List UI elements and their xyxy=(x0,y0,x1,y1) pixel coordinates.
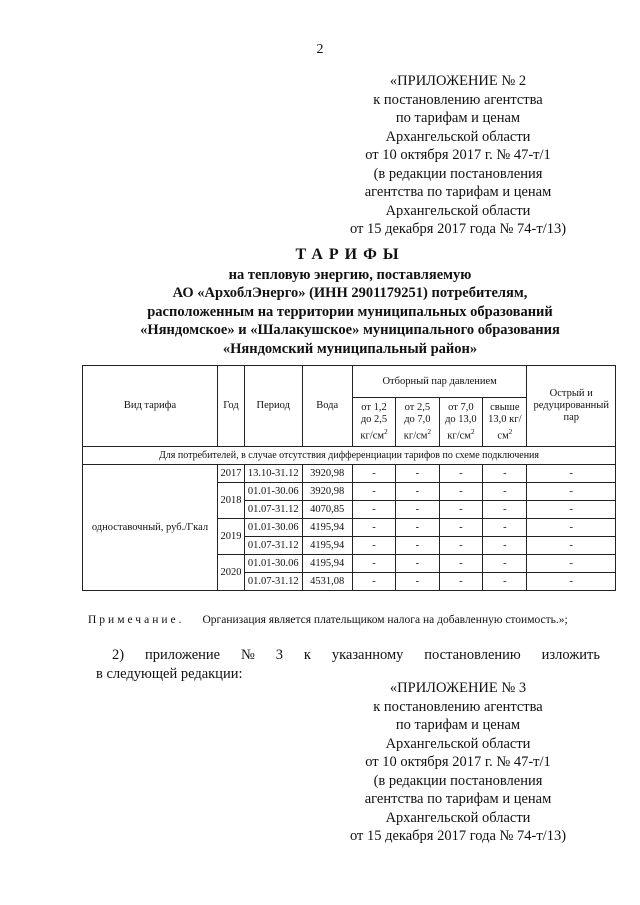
appendix-line: по тарифам и ценам xyxy=(395,110,521,126)
dash-cell: - xyxy=(483,555,527,573)
dash-cell: - xyxy=(439,483,483,501)
header-pressure-4: свыше 13,0 $кг/см^2$ xyxy=(483,398,527,447)
appendix-line: Архангельской области xyxy=(385,809,531,826)
dash-cell: - xyxy=(483,573,527,591)
paragraph-word: постановлению xyxy=(424,647,521,663)
period-cell: 01.01-30.06 xyxy=(244,555,302,573)
period-cell: 01.07-31.12 xyxy=(244,537,302,555)
dash-cell: - xyxy=(396,483,439,501)
dash-cell: - xyxy=(352,483,395,501)
header-period: Период xyxy=(244,366,302,447)
dash-cell: - xyxy=(527,483,616,501)
appendix-line: от 15 декабря 2017 года № 74-т/13) xyxy=(349,828,567,844)
dash-cell: - xyxy=(396,573,439,591)
header-vid: Вид тарифа xyxy=(83,366,218,447)
period-cell: 01.07-31.12 xyxy=(244,573,302,591)
header-pressure-1: от 1,2 до 2,5 $кг/см^2$ xyxy=(352,398,395,447)
paragraph-word: изложить xyxy=(541,647,600,663)
period-cell: 01.01-30.06 xyxy=(244,483,302,501)
appendix-line: (в редакции постановления xyxy=(373,165,543,182)
title-line: расположенным на территории муниципальных образований xyxy=(147,303,553,320)
header-selected-steam: Отборный пар давлением xyxy=(352,366,527,398)
appendix-line: Архангельской области xyxy=(385,735,531,752)
dash-cell: - xyxy=(527,555,616,573)
dash-cell: - xyxy=(527,465,616,483)
appendix-line: по тарифам и ценам xyxy=(395,717,521,733)
title-line: АО «АрхоблЭнерго» (ИНН 2901179251) потребителям, xyxy=(172,285,528,301)
dash-cell: - xyxy=(352,465,395,483)
dash-cell: - xyxy=(483,501,527,519)
dash-cell: - xyxy=(527,573,616,591)
water-cell: 4195,94 xyxy=(302,555,352,573)
table-row xyxy=(83,465,616,483)
dash-cell: - xyxy=(439,519,483,537)
title-line: «Няндомское» и «Шалакушское» муниципального образования xyxy=(140,322,560,338)
dash-cell: - xyxy=(483,465,527,483)
consumer-group-label: Для потребителей, в случае отсутствия дифференциации тарифов по схеме подключения xyxy=(83,447,616,465)
appendix-line: к постановлению агентства xyxy=(373,698,543,715)
dash-cell: - xyxy=(352,573,395,591)
dash-cell: - xyxy=(439,465,483,483)
title-line: «Няндомский муниципальный район» xyxy=(222,340,478,357)
water-cell: 3920,98 xyxy=(302,465,352,483)
paragraph-line-1 xyxy=(96,646,600,665)
header-pressure-3: от 7,0 до 13,0 $кг/см^2$ xyxy=(439,398,483,447)
dash-cell: - xyxy=(483,537,527,555)
dash-cell: - xyxy=(352,519,395,537)
paragraph-line-2: в следующей редакции: xyxy=(96,666,243,682)
water-cell: 4195,94 xyxy=(302,537,352,555)
year-cell: 2019 xyxy=(217,519,244,555)
title-main: ТАРИФЫ xyxy=(295,246,405,263)
dash-cell: - xyxy=(352,555,395,573)
note xyxy=(88,614,568,626)
appendix-line: агентства по тарифам и ценам xyxy=(364,791,552,807)
appendix-line: от 10 октября 2017 г. № 47-т/1 xyxy=(365,754,551,770)
paragraph-word: указанному xyxy=(331,647,404,663)
dash-cell: - xyxy=(396,519,439,537)
paragraph-word: приложение xyxy=(144,647,221,663)
dash-cell: - xyxy=(483,483,527,501)
water-cell: 4195,94 xyxy=(302,519,352,537)
period-cell: 13.10-31.12 xyxy=(244,465,302,483)
header-sharp-steam: Острый и редуцированный пар xyxy=(527,366,616,447)
dash-cell: - xyxy=(527,537,616,555)
tariff-table xyxy=(82,365,616,591)
year-cell: 2020 xyxy=(217,555,244,591)
appendix-line: «ПРИЛОЖЕНИЕ № 3 xyxy=(389,680,527,696)
appendix-line: агентства по тарифам и ценам xyxy=(364,184,552,200)
dash-cell: - xyxy=(396,537,439,555)
appendix-line: от 15 декабря 2017 года № 74-т/13) xyxy=(349,221,567,237)
appendix-line: Архангельской области xyxy=(385,128,531,145)
water-cell: 4531,08 xyxy=(302,573,352,591)
document-title xyxy=(60,246,640,358)
tariff-kind: одноставочный, руб./Гкал xyxy=(83,465,218,591)
page-number: 2 xyxy=(316,42,324,57)
header-pressure-2: от 2,5 до 7,0 $кг/см^2$ xyxy=(396,398,439,447)
dash-cell: - xyxy=(352,501,395,519)
dash-cell: - xyxy=(396,465,439,483)
header-year: Год xyxy=(217,366,244,447)
year-cell: 2018 xyxy=(217,483,244,519)
dash-cell: - xyxy=(396,501,439,519)
note-label: Примечание. xyxy=(88,614,185,626)
dash-cell: - xyxy=(439,555,483,573)
appendix-header-top xyxy=(338,72,578,239)
dash-cell: - xyxy=(439,537,483,555)
note-text: Организация является плательщиком налога на добавленную стоимость.»; xyxy=(202,614,568,626)
appendix-line: к постановлению агентства xyxy=(373,91,543,108)
dash-cell: - xyxy=(483,519,527,537)
dash-cell: - xyxy=(439,573,483,591)
appendix-line: (в редакции постановления xyxy=(373,772,543,789)
paragraph-word: № xyxy=(241,647,255,663)
dash-cell: - xyxy=(527,501,616,519)
period-cell: 01.07-31.12 xyxy=(244,501,302,519)
water-cell: 3920,98 xyxy=(302,483,352,501)
dash-cell: - xyxy=(396,555,439,573)
dash-cell: - xyxy=(352,537,395,555)
dash-cell: - xyxy=(527,519,616,537)
appendix-line: «ПРИЛОЖЕНИЕ № 2 xyxy=(389,73,527,89)
appendix-header-bottom xyxy=(338,679,578,846)
paragraph-word: 2) xyxy=(112,647,125,663)
year-cell: 2017 xyxy=(217,465,244,483)
paragraph-word: 3 xyxy=(275,647,283,663)
appendix-line: Архангельской области xyxy=(385,202,531,219)
dash-cell: - xyxy=(439,501,483,519)
title-line: на тепловую энергию, поставляемую xyxy=(228,266,472,283)
period-cell: 01.01-30.06 xyxy=(244,519,302,537)
appendix-line: от 10 октября 2017 г. № 47-т/1 xyxy=(365,147,551,163)
water-cell: 4070,85 xyxy=(302,501,352,519)
header-water: Вода xyxy=(302,366,352,447)
paragraph-word: к xyxy=(303,647,311,663)
